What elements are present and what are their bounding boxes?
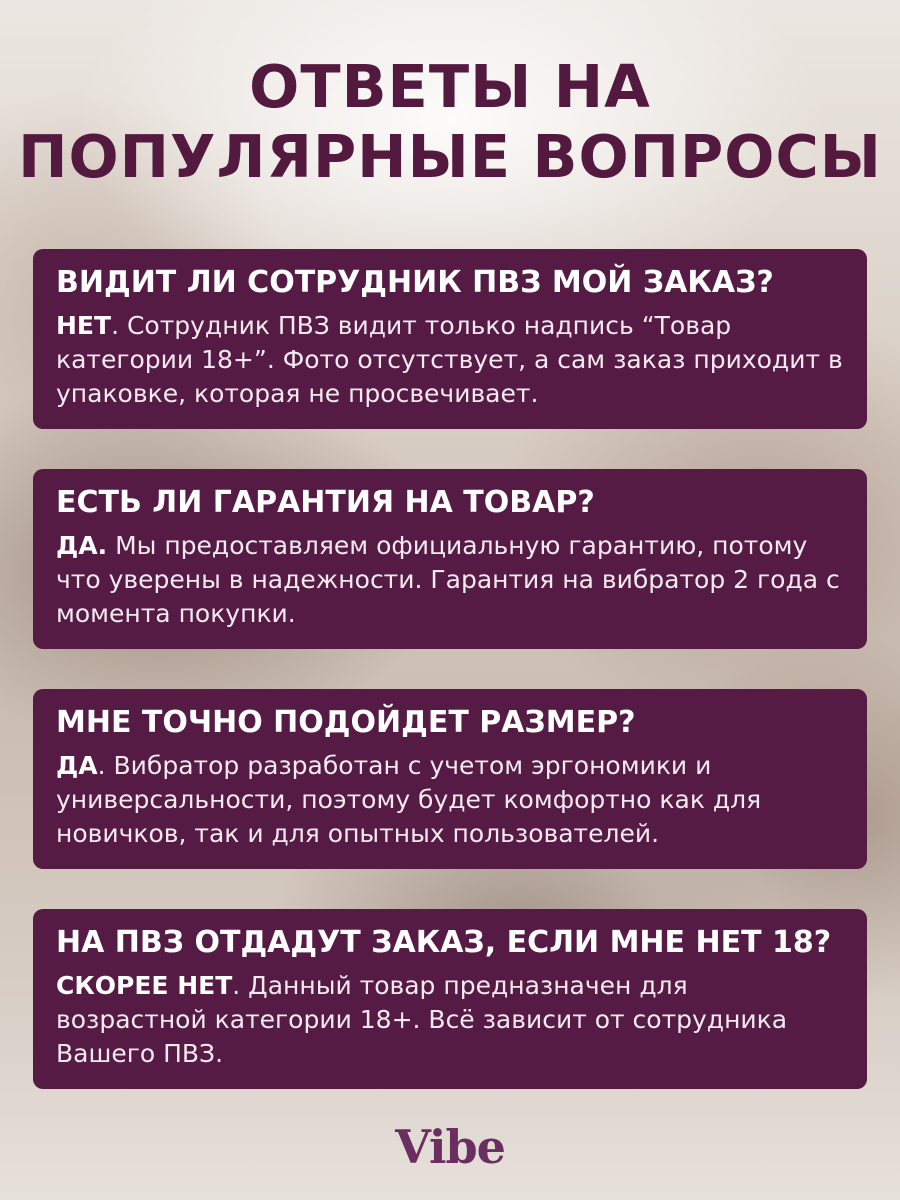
faq-answer: [56, 969, 845, 1071]
faq-answer-lead: НЕТ: [56, 311, 112, 340]
faq-answer-lead: СКОРЕЕ НЕТ: [56, 971, 233, 1000]
brand-logo: Vibe: [395, 1120, 505, 1174]
faq-question: ВИДИТ ЛИ СОТРУДНИК ПВЗ МОЙ ЗАКАЗ?: [56, 265, 774, 300]
faq-answer-text: Мы предоставляем официальную гарантию, потому что уверены в надежности. Гарантия на вибратор 2 года с момента покупки.: [56, 531, 840, 628]
faq-question: ЕСТЬ ЛИ ГАРАНТИЯ НА ТОВАР?: [56, 485, 595, 520]
page-title-line-1: ОТВЕТЫ НА: [249, 52, 651, 121]
faq-question: НА ПВЗ ОТДАДУТ ЗАКАЗ, ЕСЛИ МНЕ НЕТ 18?: [56, 925, 832, 960]
faq-answer-lead: ДА.: [56, 531, 108, 560]
page-title: [0, 52, 900, 192]
faq-answer-lead: ДА: [56, 751, 98, 780]
faq-card-4: [33, 909, 867, 1089]
faq-question: МНЕ ТОЧНО ПОДОЙДЕТ РАЗМЕР?: [56, 705, 636, 740]
faq-answer-text: . Сотрудник ПВЗ видит только надпись “Товар категории 18+”. Фото отсутствует, а сам заказ приходит в упаковке, которая не просвечивает.: [56, 311, 843, 408]
faq-answer: [56, 309, 845, 411]
faq-answer-text: . Данный товар предназначен для возрастной категории 18+. Всё зависит от сотрудника Вашего ПВЗ.: [56, 971, 788, 1068]
page-title-line-2: ПОПУЛЯРНЫЕ ВОПРОСЫ: [18, 122, 882, 191]
faq-answer-text: . Вибратор разработан с учетом эргономики и универсальности, поэтому будет комфортно как для новичков, так и для опытных пользователей.: [56, 751, 762, 848]
faq-card-3: [33, 689, 867, 869]
faq-card-2: [33, 469, 867, 649]
faq-answer: [56, 749, 845, 851]
faq-answer: [56, 529, 845, 631]
faq-card-1: [33, 249, 867, 429]
